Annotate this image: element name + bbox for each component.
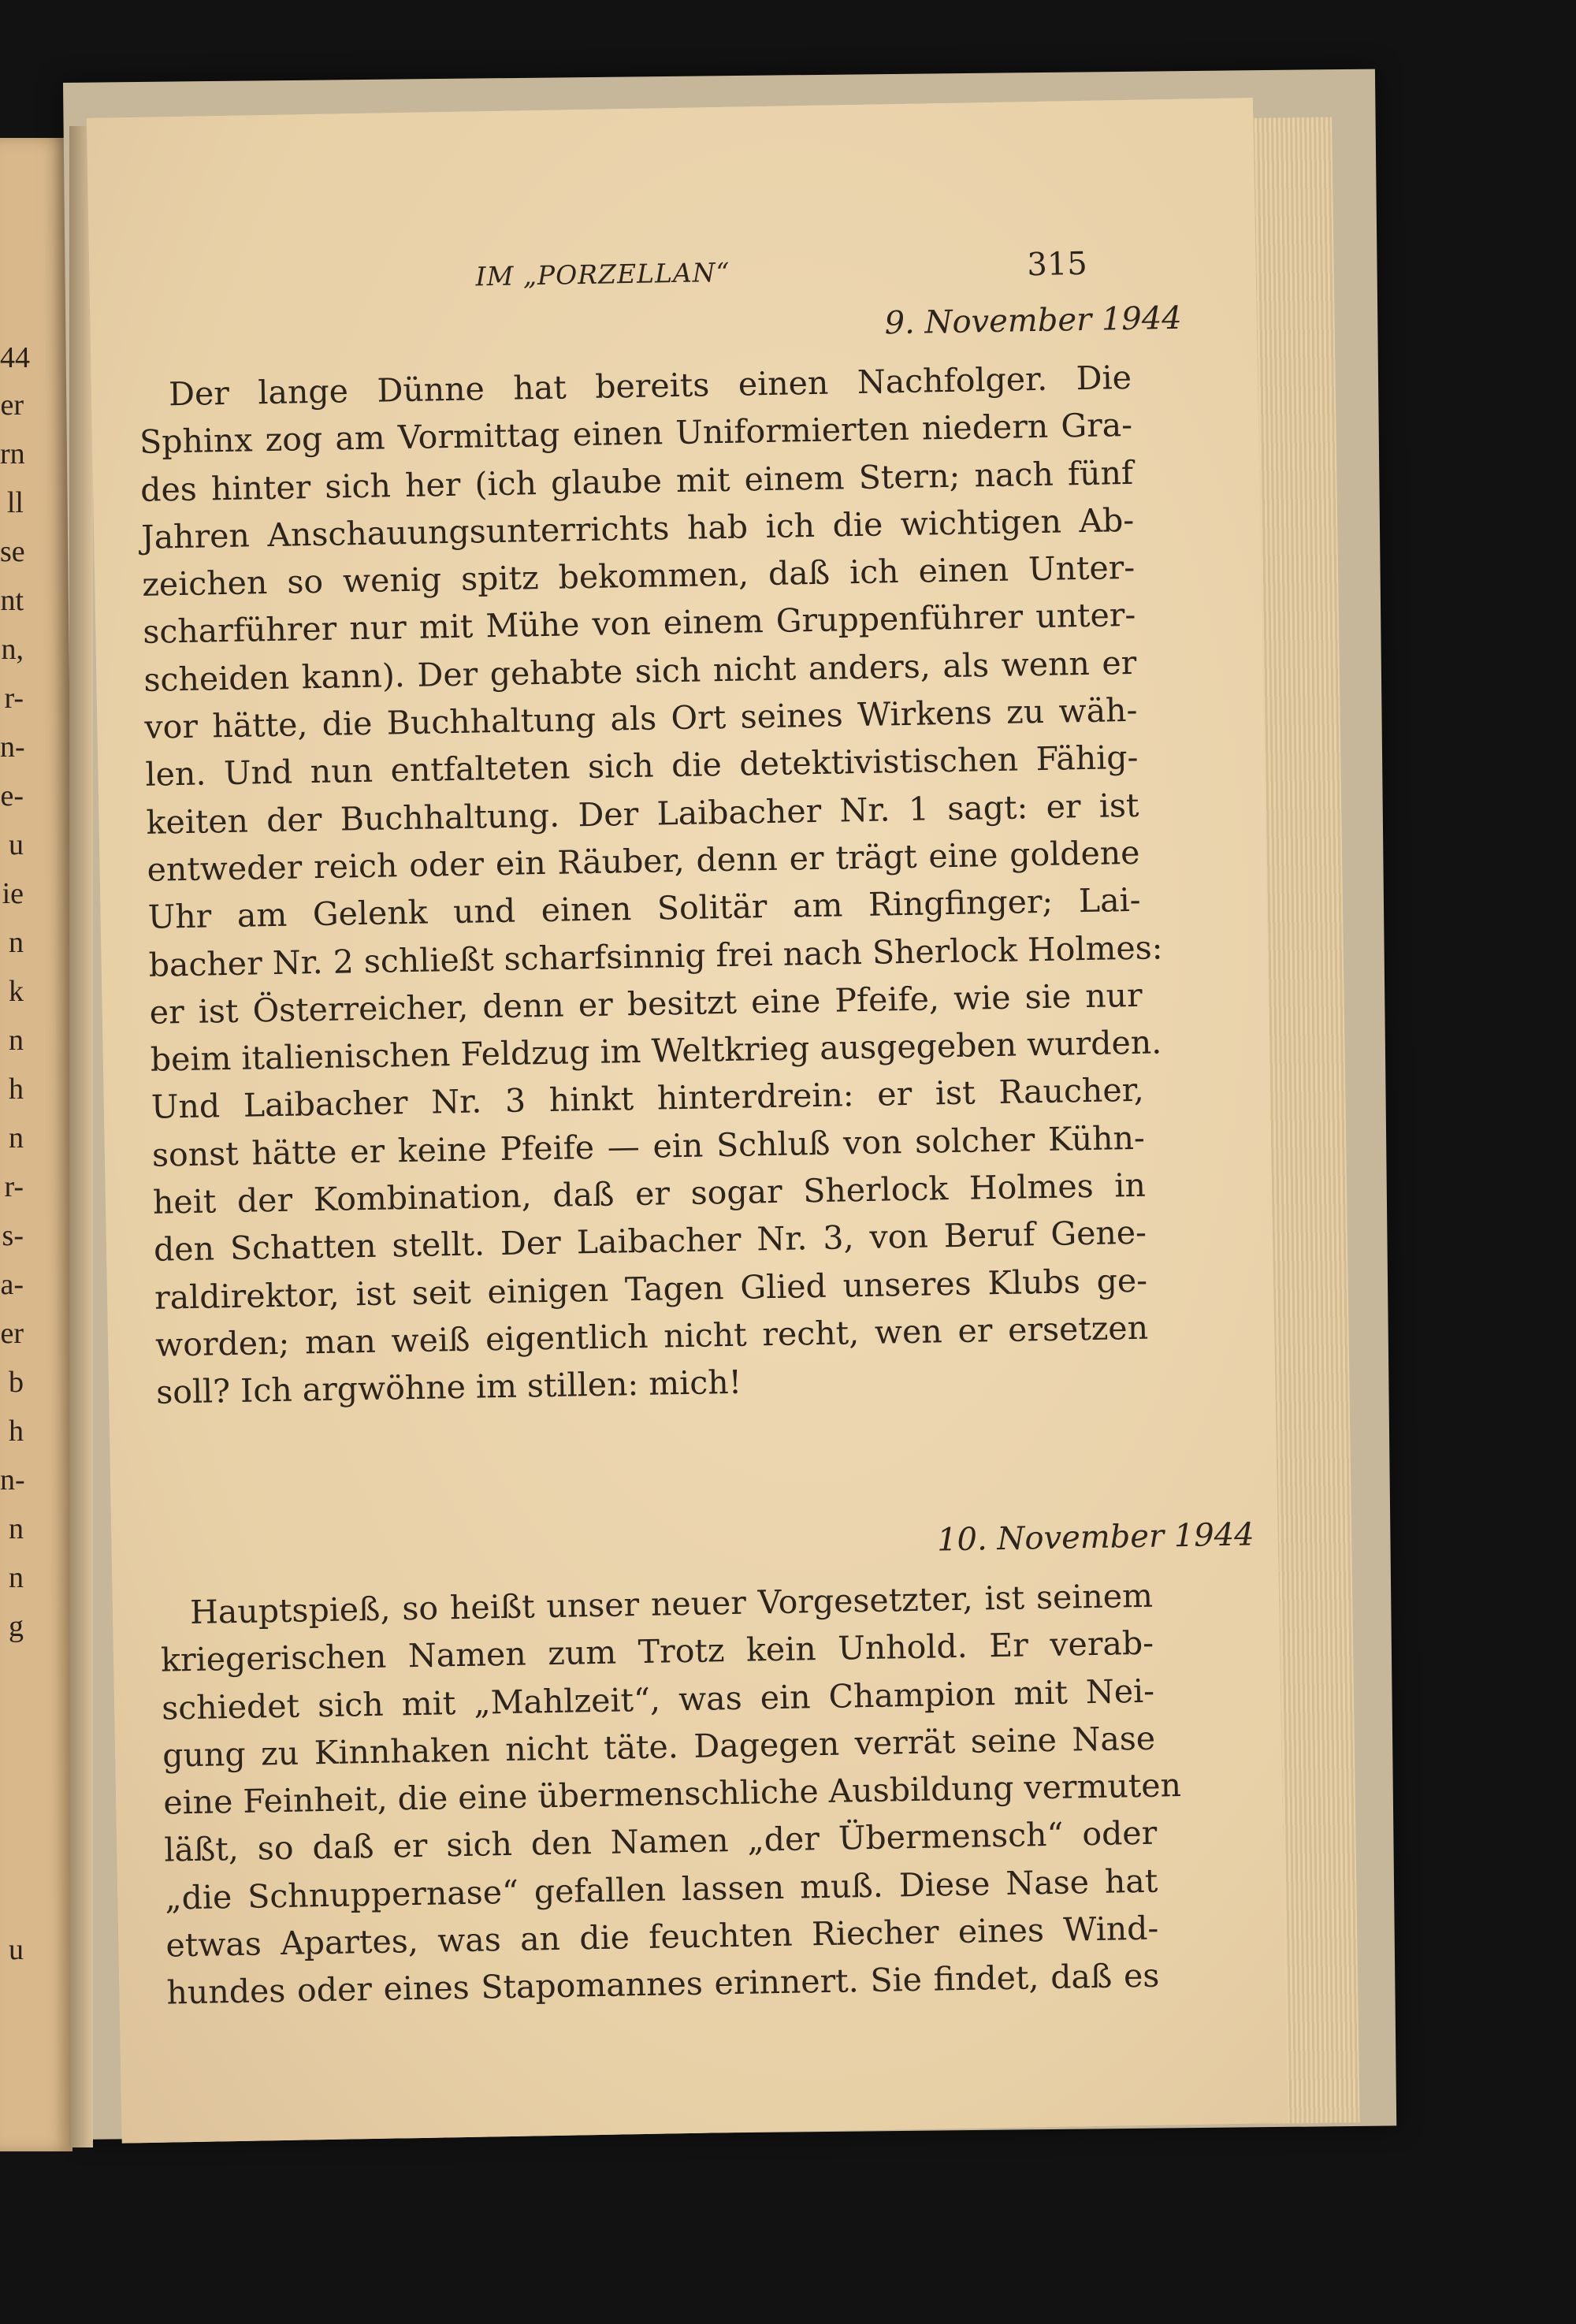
book-page bbox=[87, 98, 1288, 2143]
left-page-fragment: b bbox=[9, 1366, 24, 1399]
text-line: gung zu Kinnhaken nicht täte. Dagegen verrät seine Nase bbox=[162, 1719, 1156, 1775]
text-line: eine Feinheit, die eine übermenschliche Ausbildung vermuten bbox=[162, 1766, 1182, 1822]
entry-text bbox=[139, 354, 1163, 1416]
text-line: keiten der Buchhaltung. Der Laibacher Nr. 1 sagt: er ist bbox=[146, 786, 1139, 842]
running-head: IM „PORZELLAN“ bbox=[475, 256, 730, 292]
text-line: scharführer nur mit Mühe von einem Gruppenführer unter- bbox=[142, 596, 1136, 652]
entry-date: 10. November 1944 bbox=[936, 1516, 1254, 1559]
text-line: zeichen so wenig spitz bekommen, daß ich einen Unter- bbox=[141, 548, 1136, 604]
left-page-fragment: er bbox=[0, 389, 24, 422]
text-line: etwas Apartes, was an die feuchten Riecher eines Wind- bbox=[165, 1909, 1159, 1965]
left-page-fragment: n bbox=[9, 1024, 24, 1057]
text-line: Hauptspieß, so heißt unser neuer Vorgesetzter, ist seinem bbox=[189, 1576, 1154, 1631]
left-page-fragment: n, bbox=[1, 633, 24, 666]
text-line: er ist Österreicher, denn er besitzt eine Pfeife, wie sie nur bbox=[149, 976, 1143, 1032]
left-page-fragment: h bbox=[9, 1415, 24, 1448]
text-line: heit der Kombination, daß er sogar Sherlock Holmes in bbox=[152, 1166, 1147, 1221]
left-page-fragment: ll bbox=[6, 486, 24, 519]
left-page-fragment: h bbox=[9, 1073, 24, 1106]
left-page-fragment: k bbox=[9, 975, 24, 1008]
entry-date: 9. November 1944 bbox=[884, 299, 1183, 342]
text-line: „die Schnuppernase“ gefallen lassen muß. Diese Nase hat bbox=[165, 1861, 1158, 1917]
book-gutter bbox=[69, 126, 93, 2147]
text-line: vor hätte, die Buchhaltung als Ort seines Wirkens zu wäh- bbox=[144, 690, 1138, 746]
text-line: Der lange Dünne hat bereits einen Nachfolger. Die bbox=[168, 358, 1132, 414]
text-line: Sphinx zog am Vormittag einen Uniformierten niedern Gra- bbox=[139, 406, 1133, 462]
text-line: Jahren Anschauungsunterrichts hab ich die wichtigen Ab- bbox=[140, 500, 1135, 556]
left-page-fragment: e- bbox=[0, 779, 24, 812]
left-page-fragment: er bbox=[0, 1317, 24, 1350]
text-line: bacher Nr. 2 schließt scharfsinnig frei nach Sherlock Holmes: bbox=[148, 928, 1163, 984]
left-page-fragment: u bbox=[9, 1933, 24, 1966]
left-page-fragment: n bbox=[9, 926, 24, 959]
left-page-fragment: nt bbox=[0, 584, 24, 617]
left-page-fragment: s- bbox=[2, 1219, 24, 1252]
left-page-fragment: n bbox=[9, 1512, 24, 1545]
left-page-fragment: n bbox=[9, 1121, 24, 1155]
text-line: Uhr am Gelenk und einen Solitär am Ringfinger; Lai- bbox=[147, 881, 1141, 937]
left-page-fragment: se bbox=[0, 535, 25, 568]
left-page-fragment: n- bbox=[0, 1463, 25, 1497]
text-line: beim italienischen Feldzug im Weltkrieg ausgegeben wurden. bbox=[150, 1023, 1162, 1079]
left-page-fragment: g bbox=[9, 1610, 24, 1643]
left-page-fragment: a- bbox=[0, 1268, 24, 1301]
left-page-fragment: r- bbox=[4, 1170, 24, 1203]
text-line: sonst hätte er keine Pfeife — ein Schluß von solcher Kühn- bbox=[151, 1118, 1146, 1174]
text-line: entweder reich oder ein Räuber, denn er trägt eine goldene bbox=[147, 833, 1140, 889]
entry-text bbox=[160, 1572, 1182, 2017]
text-line: Und Laibacher Nr. 3 hinkt hinterdrein: er ist Raucher, bbox=[151, 1071, 1145, 1127]
page-number: 315 bbox=[1027, 245, 1088, 284]
left-page-fragment: 44 bbox=[0, 341, 30, 374]
text-line: läßt, so daß er sich den Namen „der Übermensch“ oder bbox=[163, 1814, 1158, 1870]
left-page-fragment: ie bbox=[2, 877, 24, 910]
left-page-fragment: u bbox=[9, 828, 24, 861]
text-line: scheiden kann). Der gehabte sich nicht anders, als wenn er bbox=[143, 643, 1137, 699]
left-page-fragment: r- bbox=[4, 682, 24, 715]
text-line: des hinter sich her (ich glaube mit einem Stern; nach fünf bbox=[139, 453, 1134, 509]
text-line: kriegerischen Namen zum Trotz kein Unhold. Er verab- bbox=[160, 1623, 1154, 1679]
text-line: len. Und nun entfalteten sich die detektivistischen Fähig- bbox=[145, 738, 1139, 794]
left-page-fragment: rn bbox=[0, 437, 25, 470]
left-page-edge bbox=[0, 138, 72, 2151]
text-line: worden; man weiß eigentlich nicht recht, wen er ersetzen bbox=[154, 1308, 1149, 1364]
text-line: schiedet sich mit „Mahlzeit“, was ein Champion mit Nei- bbox=[161, 1671, 1155, 1727]
text-line: hundes oder eines Stapomannes erinnert. Sie findet, daß es bbox=[166, 1956, 1160, 2012]
left-page-fragment: n bbox=[9, 1561, 24, 1594]
text-line: den Schatten stellt. Der Laibacher Nr. 3, von Beruf Gene- bbox=[153, 1214, 1147, 1270]
text-line: raldirektor, ist seit einigen Tagen Glied unseres Klubs ge- bbox=[154, 1261, 1148, 1317]
left-page-fragment: n- bbox=[0, 731, 25, 764]
text-line: soll? Ich argwöhne im stillen: mich! bbox=[155, 1363, 742, 1411]
